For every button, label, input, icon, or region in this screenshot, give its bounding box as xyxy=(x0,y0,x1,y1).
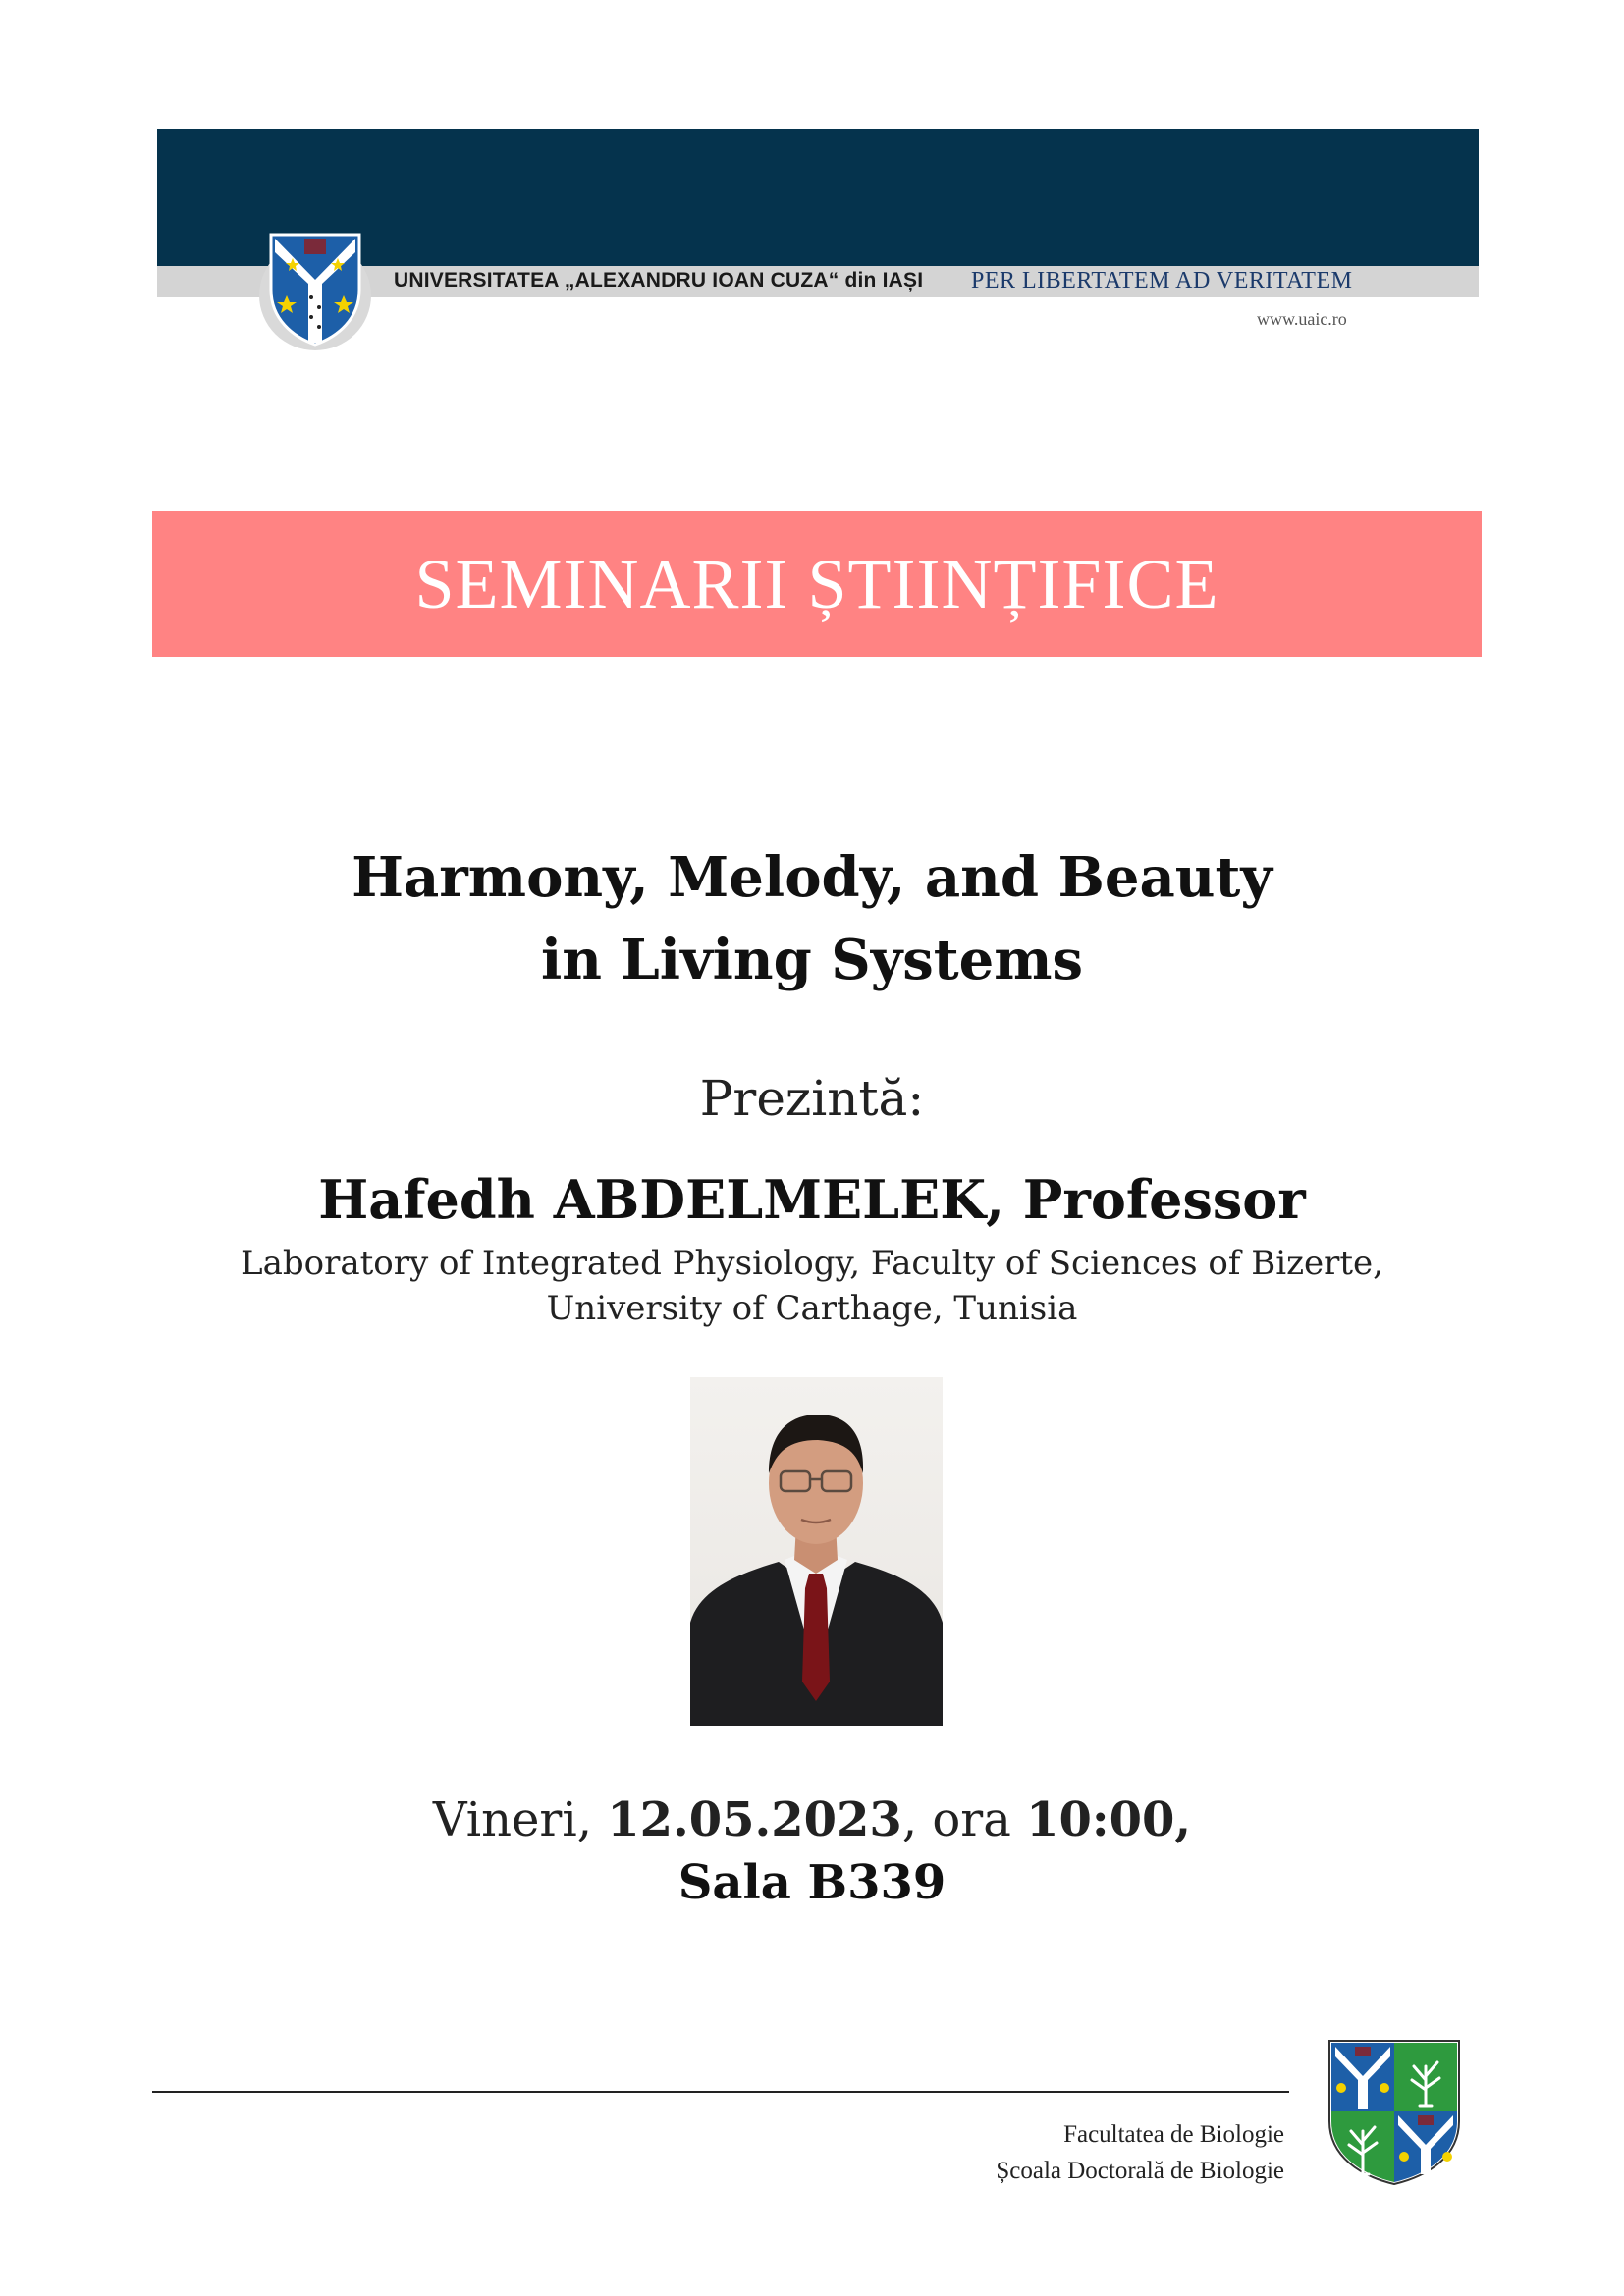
event-date-time xyxy=(0,1789,1624,1851)
event-date: 12.05.2023 xyxy=(607,1792,902,1847)
event-time: 10:00, xyxy=(1026,1792,1192,1847)
affiliation-line-2: University of Carthage, Tunisia xyxy=(546,1289,1078,1328)
university-website: www.uaic.ro xyxy=(1257,309,1347,329)
speaker-portrait xyxy=(690,1377,943,1726)
footer-institution xyxy=(996,2116,1284,2189)
event-day: Vineri, xyxy=(432,1792,608,1847)
banner-title: SEMINARII ȘTIINȚIFICE xyxy=(414,544,1219,623)
footer-divider xyxy=(152,2091,1289,2093)
doctoral-school-name: Școala Doctorală de Biologie xyxy=(996,2158,1284,2184)
university-name: UNIVERSITATEA „ALEXANDRU IOAN CUZA“ din IAȘI xyxy=(394,269,924,292)
speaker-affiliation xyxy=(0,1241,1624,1331)
time-label: , ora xyxy=(901,1792,1027,1847)
event-room: Sala B339 xyxy=(677,1855,947,1910)
faculty-name: Facultatea de Biologie xyxy=(1063,2121,1284,2148)
university-motto: PER LIBERTATEM AD VERITATEM xyxy=(971,268,1353,294)
talk-title-line-1: Harmony, Melody, and Beauty xyxy=(352,845,1272,910)
talk-title xyxy=(0,836,1624,1001)
presents-label: Prezintă: xyxy=(699,1070,925,1127)
speaker-name: Hafedh ABDELMELEK, Professor xyxy=(318,1168,1306,1231)
faculty-crest-icon xyxy=(1326,2037,1463,2186)
seminar-banner xyxy=(152,511,1482,657)
university-crest-icon xyxy=(257,229,373,351)
talk-title-line-2: in Living Systems xyxy=(540,928,1084,992)
affiliation-line-1: Laboratory of Integrated Physiology, Faculty of Sciences of Bizerte, xyxy=(241,1244,1383,1283)
